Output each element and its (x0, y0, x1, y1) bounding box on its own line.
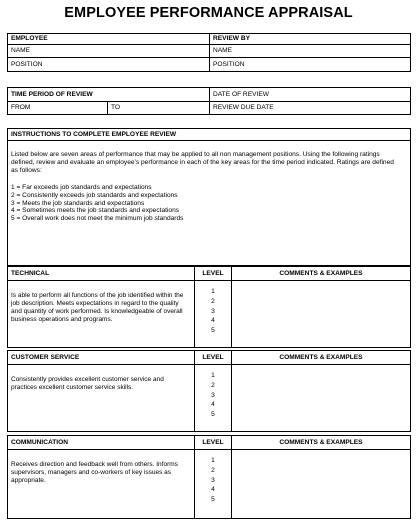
rating-1: 1 = Far exceeds job standards and expectations (11, 183, 152, 191)
review-due-date-field[interactable]: REVIEW DUE DATE (210, 102, 411, 115)
level-header: LEVEL (195, 351, 232, 365)
employee-name-field[interactable]: NAME (8, 45, 210, 58)
level-header: LEVEL (195, 267, 232, 281)
level-3[interactable]: 3 (211, 307, 215, 315)
section-description: Receives direction and feedback well from others. Informs supervisors, managers and co-workers of key issues as appropriate. (8, 450, 195, 519)
comments-header: COMMENTS & EXAMPLES (232, 436, 411, 450)
period-to-field[interactable]: TO (108, 102, 210, 115)
level-options[interactable] (195, 450, 232, 519)
instructions-table (7, 128, 411, 266)
section-title: CUSTOMER SERVICE (8, 351, 195, 365)
level-5[interactable]: 5 (211, 411, 215, 419)
level-options[interactable] (195, 281, 232, 348)
period-header: TIME PERIOD OF REVIEW (8, 88, 210, 102)
section-description: Consistently provides excellent customer service and practices excellent customer service skills. (8, 365, 195, 432)
level-3[interactable]: 3 (211, 391, 215, 399)
rating-3: 3 = Meets the job standards and expectations (11, 199, 145, 207)
comments-header: COMMENTS & EXAMPLES (232, 267, 411, 281)
instructions-body (8, 141, 411, 266)
level-2[interactable]: 2 (211, 466, 215, 474)
comments-field[interactable] (232, 450, 411, 519)
level-3[interactable]: 3 (211, 476, 215, 484)
comments-field[interactable] (232, 365, 411, 432)
employee-header: EMPLOYEE (8, 34, 210, 45)
instructions-header: INSTRUCTIONS TO COMPLETE EMPLOYEE REVIEW (8, 129, 411, 141)
reviewer-header: REVIEW BY (210, 34, 411, 45)
section-technical (7, 266, 411, 348)
level-4[interactable]: 4 (211, 317, 215, 325)
level-options[interactable] (195, 365, 232, 432)
level-1[interactable]: 1 (211, 288, 215, 295)
date-of-review-field[interactable]: DATE OF REVIEW (210, 88, 411, 102)
level-2[interactable]: 2 (211, 381, 215, 389)
page-title: EMPLOYEE PERFORMANCE APPRAISAL (64, 5, 353, 21)
comments-header: COMMENTS & EXAMPLES (232, 351, 411, 365)
level-4[interactable]: 4 (211, 486, 215, 494)
employee-reviewer-table (7, 33, 411, 72)
review-period-table (7, 87, 411, 115)
level-header: LEVEL (195, 436, 232, 450)
rating-5: 5 = Overall work does not meet the minimum job standards (11, 215, 184, 223)
rating-2: 2 = Consistently exceeds job standards and expectations (11, 191, 178, 199)
level-4[interactable]: 4 (211, 401, 215, 409)
level-1[interactable]: 1 (211, 457, 215, 464)
reviewer-name-field[interactable]: NAME (210, 45, 411, 58)
level-1[interactable]: 1 (211, 372, 215, 379)
employee-position-field[interactable]: POSITION (8, 58, 210, 72)
rating-4: 4 = Sometimes meets the job standards and expectations (11, 207, 180, 215)
section-customer-service (7, 350, 411, 432)
level-5[interactable]: 5 (211, 327, 215, 335)
section-communication (7, 435, 411, 519)
comments-field[interactable] (232, 281, 411, 348)
section-title: COMMUNICATION (8, 436, 195, 450)
period-from-field[interactable]: FROM (8, 102, 108, 115)
instructions-intro: Listed below are seven areas of performance that may be applied to all non management positions. Using the following ratings defined, review and evaluate an employee’s performance in each of the key areas for the time period indicated. Ratings are defined as follows: (11, 151, 394, 175)
reviewer-position-field[interactable]: POSITION (210, 58, 411, 72)
section-description: Is able to perform all functions of the job identified within the job description. Meets expectations in regard to the quality and quantity of work performed. Is knowledgeable of overall business operations and programs. (8, 281, 195, 348)
level-5[interactable]: 5 (211, 496, 215, 504)
section-title: TECHNICAL (8, 267, 195, 281)
level-2[interactable]: 2 (211, 297, 215, 305)
